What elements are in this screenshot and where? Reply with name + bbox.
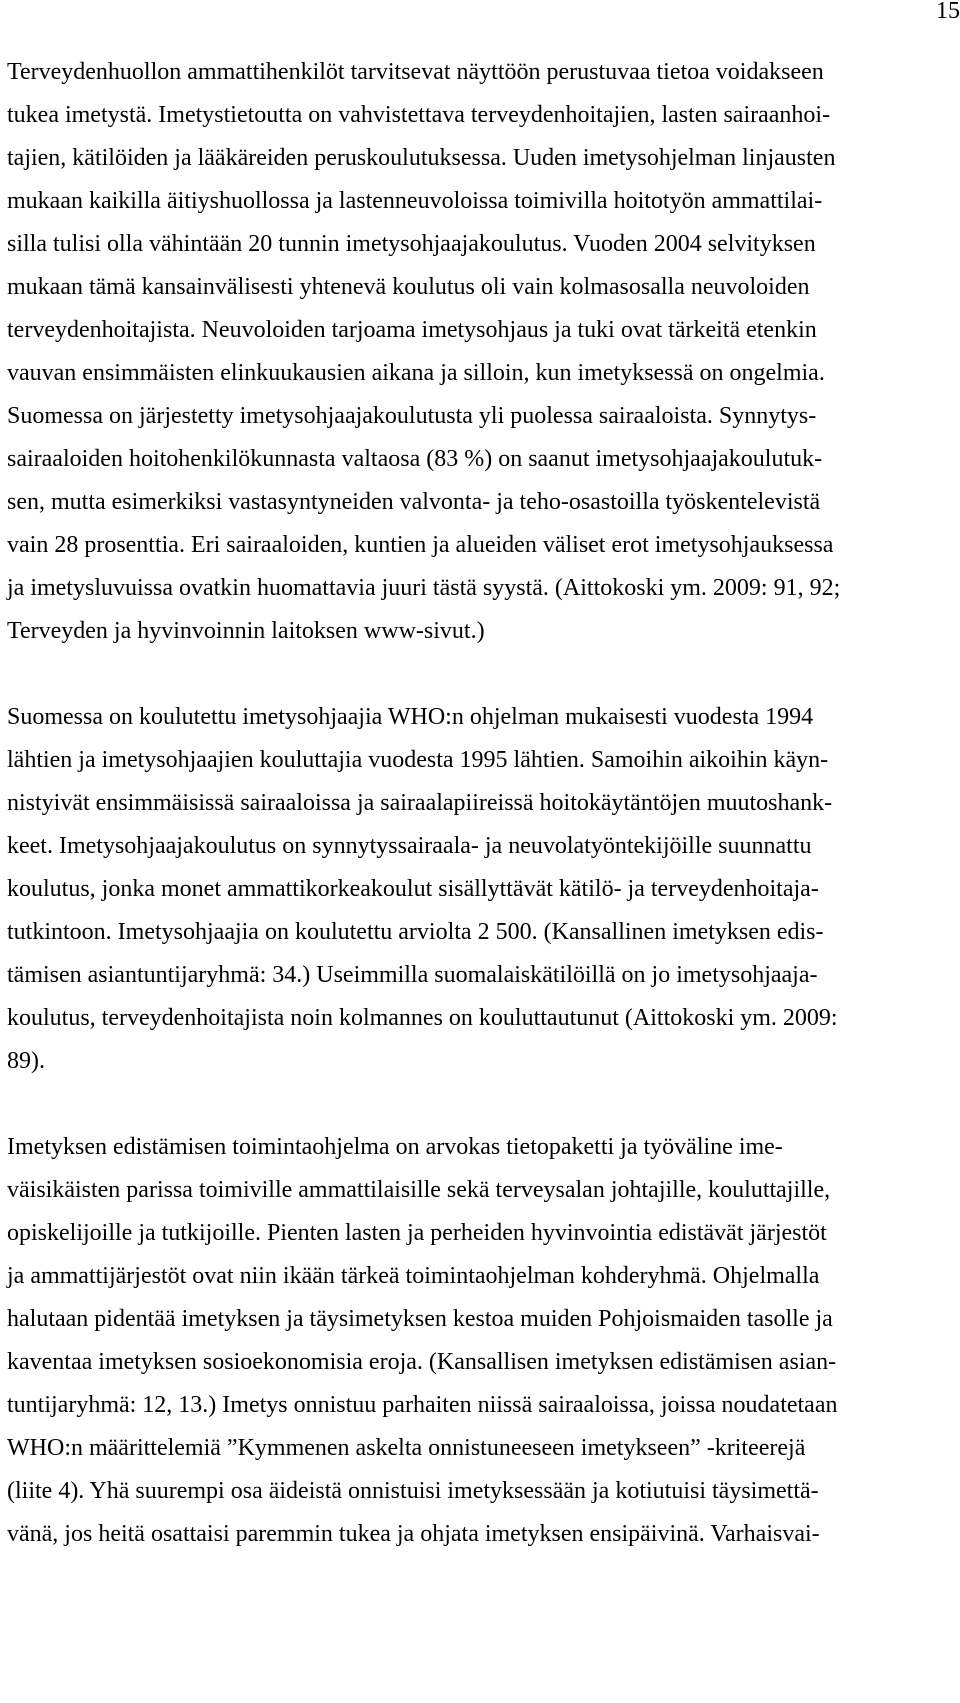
text-line: kaventaa imetyksen sosioekonomisia eroja. (Kansallisen imetyksen edistämisen asian- [7, 1349, 837, 1375]
text-line: vauvan ensimmäisten elinkuukausien aikana ja silloin, kun imetyksessä on ongelmia. [7, 360, 825, 386]
text-line: ja ammattijärjestöt ovat niin ikään tärkeä toimintaohjelman kohderyhmä. Ohjelmalla [7, 1263, 820, 1289]
text-line: WHO:n määrittelemiä ”Kymmenen askelta onnistuneeseen imetykseen” -kriteerejä [7, 1435, 806, 1461]
text-line: vänä, jos heitä osattaisi paremmin tukea ja ohjata imetyksen ensipäivinä. Varhaisvai- [7, 1521, 820, 1547]
text-line: ja imetysluvuissa ovatkin huomattavia juuri tästä syystä. (Aittokoski ym. 2009: 91, 92; [7, 575, 841, 601]
text-line: 89). [7, 1048, 45, 1074]
text-line: tajien, kätilöiden ja lääkäreiden peruskoulutuksessa. Uuden imetysohjelman linjausten [7, 145, 836, 171]
text-line: Suomessa on järjestetty imetysohjaajakoulutusta yli puolessa sairaaloista. Synnytys- [7, 403, 817, 429]
text-line: Terveydenhuollon ammattihenkilöt tarvitsevat näyttöön perustuvaa tietoa voidakseen [7, 59, 824, 85]
text-line: halutaan pidentää imetyksen ja täysimetyksen kestoa muiden Pohjoismaiden tasolle ja [7, 1306, 833, 1332]
text-line: vain 28 prosenttia. Eri sairaaloiden, kuntien ja alueiden väliset erot imetysohjauksessa [7, 532, 834, 558]
text-line: terveydenhoitajista. Neuvoloiden tarjoama imetysohjaus ja tuki ovat tärkeitä etenkin [7, 317, 817, 343]
text-line: Suomessa on koulutettu imetysohjaajia WHO:n ohjelman mukaisesti vuodesta 1994 [7, 704, 814, 730]
text-line: Terveyden ja hyvinvoinnin laitoksen www-sivut.) [7, 618, 485, 644]
text-line: väisikäisten parissa toimiville ammattilaisille sekä terveysalan johtajille, kouluttajille, [7, 1177, 831, 1203]
text-line: silla tulisi olla vähintään 20 tunnin imetysohjaajakoulutus. Vuoden 2004 selvityksen [7, 231, 816, 257]
text-line: mukaan kaikilla äitiyshuollossa ja lastenneuvoloissa toimivilla hoitotyön ammattilai- [7, 188, 823, 214]
text-line: Imetyksen edistämisen toimintaohjelma on arvokas tietopaketti ja työväline ime- [7, 1134, 783, 1160]
text-line: sen, mutta esimerkiksi vastasyntyneiden valvonta- ja teho-osastoilla työskentelevistä [7, 489, 821, 515]
text-line: tuntijaryhmä: 12, 13.) Imetys onnistuu parhaiten niissä sairaaloissa, joissa noudatetaan [7, 1392, 838, 1418]
text-line: (liite 4). Yhä suurempi osa äideistä onnistuisi imetyksessään ja kotiutuisi täysimettä- [7, 1478, 819, 1504]
text-line: tukea imetystä. Imetystietoutta on vahvistettava terveydenhoitajien, lasten sairaanhoi- [7, 102, 831, 128]
text-line: nistyivät ensimmäisissä sairaaloissa ja sairaalapiireissä hoitokäytäntöjen muutoshank- [7, 790, 833, 816]
text-line: koulutus, terveydenhoitajista noin kolmannes on kouluttautunut (Aittokoski ym. 2009: [7, 1005, 838, 1031]
text-line: tämisen asiantuntijaryhmä: 34.) Useimmilla suomalaiskätilöillä on jo imetysohjaaja- [7, 962, 818, 988]
page-number: 15 [936, 0, 960, 24]
text-line: keet. Imetysohjaajakoulutus on synnytyssairaala- ja neuvolatyöntekijöille suunnattu [7, 833, 812, 859]
text-line: mukaan tämä kansainvälisesti yhtenevä koulutus oli vain kolmasosalla neuvoloiden [7, 274, 810, 300]
text-line: lähtien ja imetysohjaajien kouluttajia vuodesta 1995 lähtien. Samoihin aikoihin käyn- [7, 747, 829, 773]
text-line: opiskelijoille ja tutkijoille. Pienten lasten ja perheiden hyvinvointia edistävät järjestöt [7, 1220, 827, 1246]
text-line: koulutus, jonka monet ammattikorkeakoulut sisällyttävät kätilö- ja terveydenhoitaja- [7, 876, 819, 902]
text-line: tutkintoon. Imetysohjaajia on koulutettu arviolta 2 500. (Kansallinen imetyksen edis- [7, 919, 824, 945]
text-line: sairaaloiden hoitohenkilökunnasta valtaosa (83 %) on saanut imetysohjaajakoulutuk- [7, 446, 823, 472]
